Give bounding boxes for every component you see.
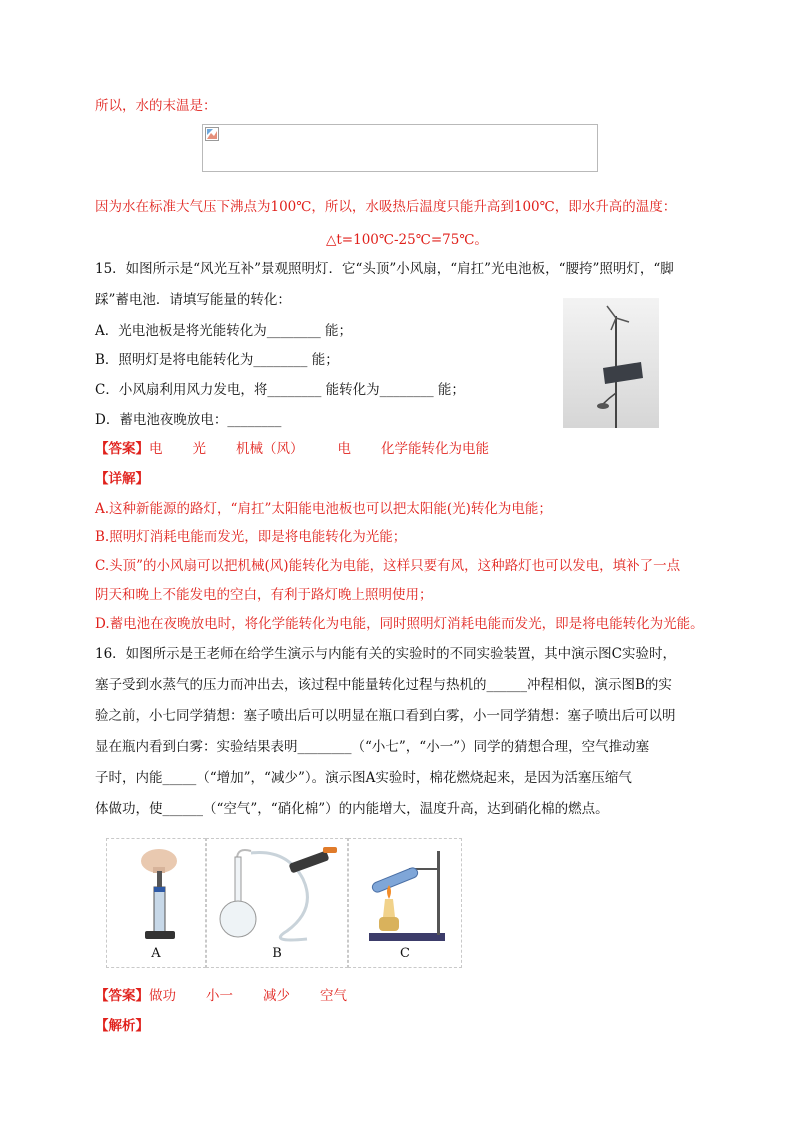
conclusion-label: 所以，水的末温是： bbox=[95, 98, 217, 114]
q16-answer-3: 减少 bbox=[263, 988, 290, 1004]
q15-stem-line-1: 15．如图所示是“风光互补”景观照明灯．它“头顶”小风扇，“肩扛”光电池板，“腰挎”照明灯，“脚 bbox=[95, 261, 674, 277]
q15-stem-line-2: 踩”蓄电池．请填写能量的转化： bbox=[95, 292, 291, 308]
explanation-line-1: 因为水在标准大气压下沸点为100℃，所以，水吸热后温度只能升高到100℃，即水升高的温度： bbox=[95, 199, 677, 215]
q16-stem-line-3: 验之前，小七同学猜想：塞子喷出后可以明显在瓶口看到白雾，小一同学猜想：塞子喷出后可以明 bbox=[95, 708, 676, 724]
q15-detail-c-line-1: C.头顶”的小风扇可以把机械(风)能转化为电能，这样只要有风，这种路灯也可以发电，填补了一点 bbox=[95, 558, 681, 574]
q16-stem-line-1: 16．如图所示是王老师在给学生演示与内能有关的实验时的不同实验装置，其中演示图C实验时， bbox=[95, 646, 677, 662]
explanation-line-2: △t=100℃-25℃=75℃。 bbox=[326, 232, 488, 248]
q16-answer-row bbox=[95, 986, 347, 1006]
q15-detail-a: A.这种新能源的路灯，“肩扛”太阳能电池板也可以把太阳能(光)转化为电能； bbox=[95, 501, 552, 517]
q16-answer-2: 小一 bbox=[206, 988, 233, 1004]
q16-stem-line-4: 显在瓶内看到白雾：实验结果表明________（“小七”，“小一”）同学的猜想合理，空气推动塞 bbox=[95, 739, 650, 755]
q15-detail-b: B.照明灯消耗电能而发光，即是将电能转化为光能； bbox=[95, 529, 407, 545]
q15-option-a: A．光电池板是将光能转化为________ 能； bbox=[95, 323, 353, 339]
q16-stem-line-6: 体做功，使______（“空气”，“硝化棉”）的内能增大，温度升高，达到硝化棉的燃点。 bbox=[95, 801, 609, 817]
q15-answer-1: 电 bbox=[149, 441, 163, 457]
test-tube-stand-illustration bbox=[349, 839, 461, 949]
q15-detail-tag: 【详解】 bbox=[95, 471, 149, 487]
q16-stem-line-5: 子时，内能_____（“增加”，“减少”）。演示图A实验时，棉花燃烧起来，是因为活塞压缩气 bbox=[95, 770, 632, 786]
q16-analysis-tag: 【解析】 bbox=[95, 1018, 149, 1034]
q16-answer-tag: 【答案】 bbox=[95, 988, 149, 1004]
q15-answer-2: 光 bbox=[192, 441, 206, 457]
q16-panel-b-label: B bbox=[272, 946, 282, 961]
q16-figure-row bbox=[106, 838, 462, 968]
q16-panel-a-label: A bbox=[151, 946, 161, 961]
compression-cylinder-illustration bbox=[107, 839, 205, 949]
q15-answer-3: 机械（风） bbox=[236, 441, 304, 457]
broken-image-icon bbox=[205, 127, 219, 141]
q15-option-b: B．照明灯是将电能转化为________ 能； bbox=[95, 352, 339, 368]
q15-answer-row bbox=[95, 439, 489, 459]
wind-solar-street-lamp-photo bbox=[563, 298, 659, 428]
q15-answer-4: 电 bbox=[337, 441, 351, 457]
q15-option-d: D．蓄电池夜晚放电：________ bbox=[95, 412, 282, 428]
q15-detail-c-line-2: 阴天和晚上不能发电的空白，有利于路灯晚上照明使用； bbox=[95, 587, 433, 603]
q16-panel-a bbox=[106, 838, 206, 968]
q16-stem-line-2: 塞子受到水蒸气的压力而冲出去，该过程中能量转化过程与热机的______冲程相似，演示图B的实 bbox=[95, 677, 672, 693]
q16-answer-1: 做功 bbox=[149, 988, 176, 1004]
q16-panel-c bbox=[348, 838, 462, 968]
flask-pump-illustration bbox=[207, 839, 347, 949]
q15-answer-5: 化学能转化为电能 bbox=[381, 441, 489, 457]
q15-answer-tag: 【答案】 bbox=[95, 441, 149, 457]
q16-answer-4: 空气 bbox=[320, 988, 347, 1004]
q16-panel-c-label: C bbox=[400, 946, 410, 961]
q16-panel-b bbox=[206, 838, 348, 968]
formula-image-placeholder bbox=[202, 124, 598, 172]
q15-detail-d: D.蓄电池在夜晚放电时，将化学能转化为电能，同时照明灯消耗电能而发光，即是将电能转化为光能。 bbox=[95, 616, 704, 632]
q15-option-c: C．小风扇利用风力发电，将________ 能转化为________ 能； bbox=[95, 382, 465, 398]
